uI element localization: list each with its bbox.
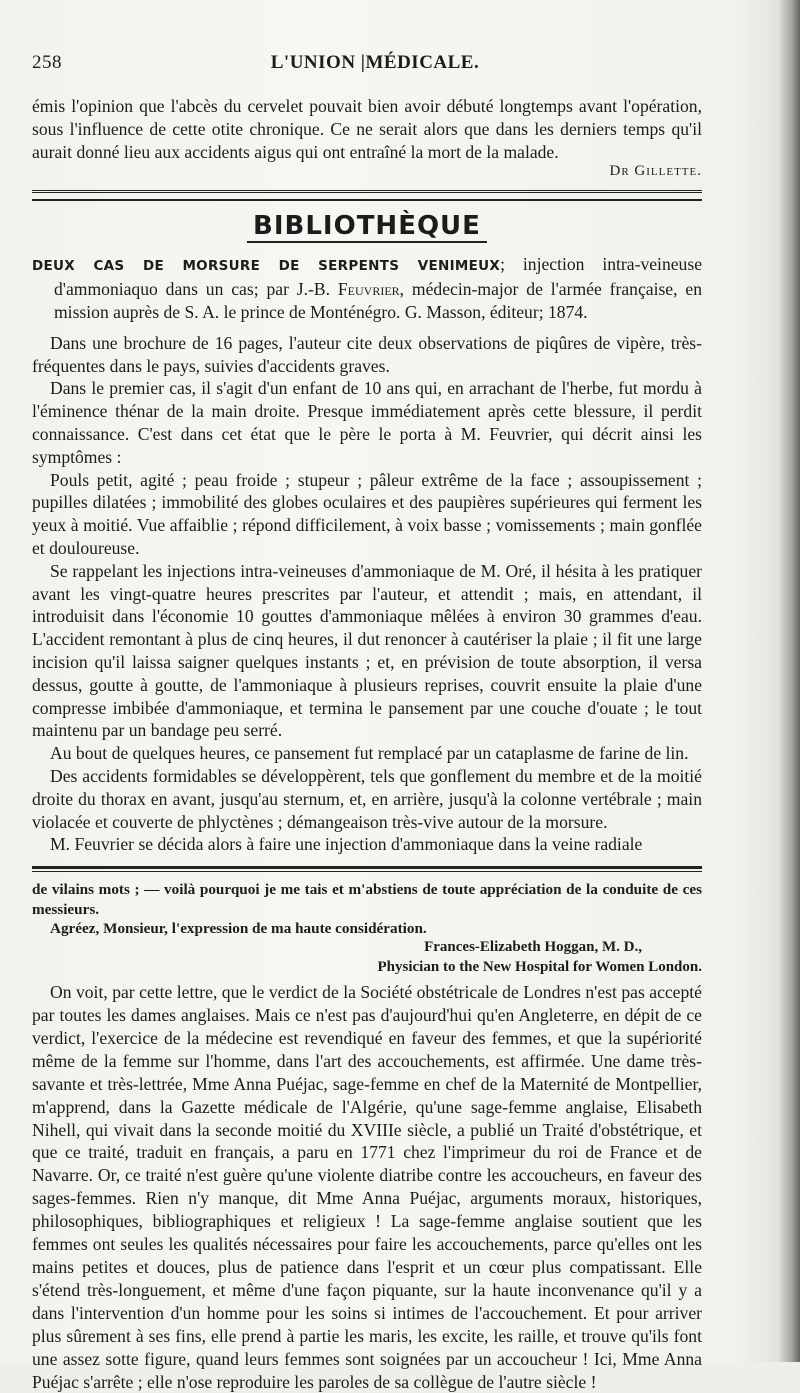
review-paragraph: Dans le premier cas, il s'agit d'un enfant de 10 ans qui, en arrachant de l'herbe, fut mordu à l'éminence thénar de la main droite. Presque immédiatement après cette blessure, il perdit connaissance. C'est dans cet état que le père le porta à M. Feuvrier, qui décrit ainsi les symptômes : <box>32 378 702 467</box>
column-divider <box>32 866 702 869</box>
letter-closing: de vilains mots ; — voilà pourquoi je me tais et m'abstiens de toute appréciation de la conduite de ces messieurs. <box>32 881 702 918</box>
review-paragraph: Se rappelant les injections intra-veineuses d'ammoniaque de M. Oré, il hésita à les pratiquer avant les vingt-quatre heures prescrites par l'auteur, et attendit ; mais, en attendant, il introduisit dans l'économie 10 gouttes d'ammoniaque mêlées à environ 30 grammes d'eau. L'accident remontant à plus de cinq heures, il dut renoncer à cautériser la plaie ; il fit une large incision qu'il laissa saigner quelques instants ; et, en prévision de toute absorption, il versa dessus, goutte à goutte, de l'ammoniaque à plusieurs reprises, couvrit ensuite la plaie d'une compresse imbibée d'ammoniaque, et termina le pansement par une couche d'ouate ; le tout maintenu par un bandage peu serré. <box>32 560 702 741</box>
review-title: DEUX CAS DE MORSURE DE SERPENTS VENIMEUX <box>32 258 501 275</box>
review-paragraph: Des accidents formidables se développèrent, tels que gonflement du membre et de la moitié droite du thorax en avant, jusqu'au sternum, et, en arrière, jusqu'à la colonne vertébrale ; main violacée et couverte de phlyctènes ; démangeaison très-vive autour de la morsure. <box>32 765 702 832</box>
review-paragraph: Au bout de quelques heures, ce pansement fut remplacé par un cataplasme de farine de lin. <box>50 743 689 764</box>
page-number: 258 <box>32 52 62 73</box>
column-divider-thin <box>32 871 702 872</box>
page-content <box>32 95 702 1393</box>
section-title-text: BIBLIOTHÈQUE <box>247 211 487 243</box>
review-heading <box>32 253 702 323</box>
review-subtitle-1: ; injection intra-veineuse d'ammoniaquo dans un cas; par J.-B. <box>54 254 702 300</box>
journal-title: L'UNION |MÉDICALE. <box>270 52 480 73</box>
intro-paragraph: émis l'opinion que l'abcès du cervelet pouvait bien avoir débuté longtemps avant l'opération, sous l'influence de cette otite chronique. Ce ne serait alors que dans les derniers temps qu'il aurait donné lieu aux accidents aigus qui ont entraîné la mort de la malade. <box>32 96 702 162</box>
review-paragraph: M. Feuvrier se décida alors à faire une injection d'ammoniaque dans la veine radiale <box>50 834 643 855</box>
letter-salutation: Agréez, Monsieur, l'expression de ma haute considération. <box>50 919 427 937</box>
letter-signature-title: Physician to the New Hospital for Women London. <box>377 958 702 975</box>
page-edge-shadow <box>778 0 800 1362</box>
letter-signature-name: Frances-Elizabeth Hoggan, M. D., <box>424 939 642 956</box>
section-divider-thin <box>32 199 702 201</box>
page-header <box>32 52 718 80</box>
review-subtitle-2: , médecin-major de l'armée française, en mission auprès de S. A. le prince de Monténégro. G. Masson, éditeur; 1874. <box>54 279 702 322</box>
section-divider <box>32 190 702 196</box>
review-author: Feuvrier <box>337 279 400 300</box>
intro-signature: Dr Gillette. <box>609 163 702 180</box>
section-title <box>32 211 702 241</box>
commentary-paragraph: On voit, par cette lettre, que le verdict de la Société obstétricale de Londres n'est pas accepté par toutes les dames anglaises. Mais ce n'est pas d'aujourd'hui qu'en Angleterre, en dépit de ce verdict, l'exercice de la médecine est revendiqué en faveur des femmes, et que la supériorité même de la femme sur l'homme, dans l'art des accouchements, est affirmée. Une dame très-savante et très-lettrée, Mme Anna Puéjac, sage-femme en chef de la Maternité de Montpellier, m'apprend, dans la Gazette médicale de l'Algérie, qu'une sage-femme anglaise, Elisabeth Nihell, qui vivait dans la seconde moitié du XVIIIe siècle, a publié un Traité d'obstétrique, et que ce traité, traduit en français, a paru en 1771 chez l'imprimeur du roi de France et de Navarre. Or, ce traité n'est guère qu'une violente diatribe contre les accoucheurs, en faveur des sages-femmes. Rien n'y manque, dit Mme Anna Puéjac, arguments moraux, historiques, philosophiques, bibliographiques et religieux ! La sage-femme anglaise soutient que les femmes ont seules les qualités nécessaires pour faire les accouchements, parce qu'elles ont les mains petites et douces, plus de patience dans l'esprit et un cœur plus compatissant. Elle s'étend très-longuement, et même d'une façon piquante, sur la haute inconvenance qu'il y a dans l'intervention d'un homme pour les soins si intimes de l'accouchement. Et pour arriver plus sûrement à ses fins, elle prend à partie les maris, les excite, les raille, et trouve qu'ils font une assez sotte figure, quand leurs femmes sont soignées par un accoucheur ! Ici, Mme Anna Puéjac s'arrête ; elle n'ose reproduire les paroles de sa collègue de l'autre siècle ! <box>32 982 702 1392</box>
review-paragraph: Dans une brochure de 16 pages, l'auteur cite deux observations de piqûres de vipère, très-fréquentes dans le pays, suivies d'accidents graves. <box>32 332 702 376</box>
review-paragraph: Pouls petit, agité ; peau froide ; stupeur ; pâleur extrême de la face ; assoupissement ; pupilles dilatées ; immobilité des globes oculaires et des paupières supérieures qui ferment les yeux à moitié. Vue affaiblie ; répond difficilement, à voix basse ; vomissements ; main gonflée et douloureuse. <box>32 469 702 558</box>
